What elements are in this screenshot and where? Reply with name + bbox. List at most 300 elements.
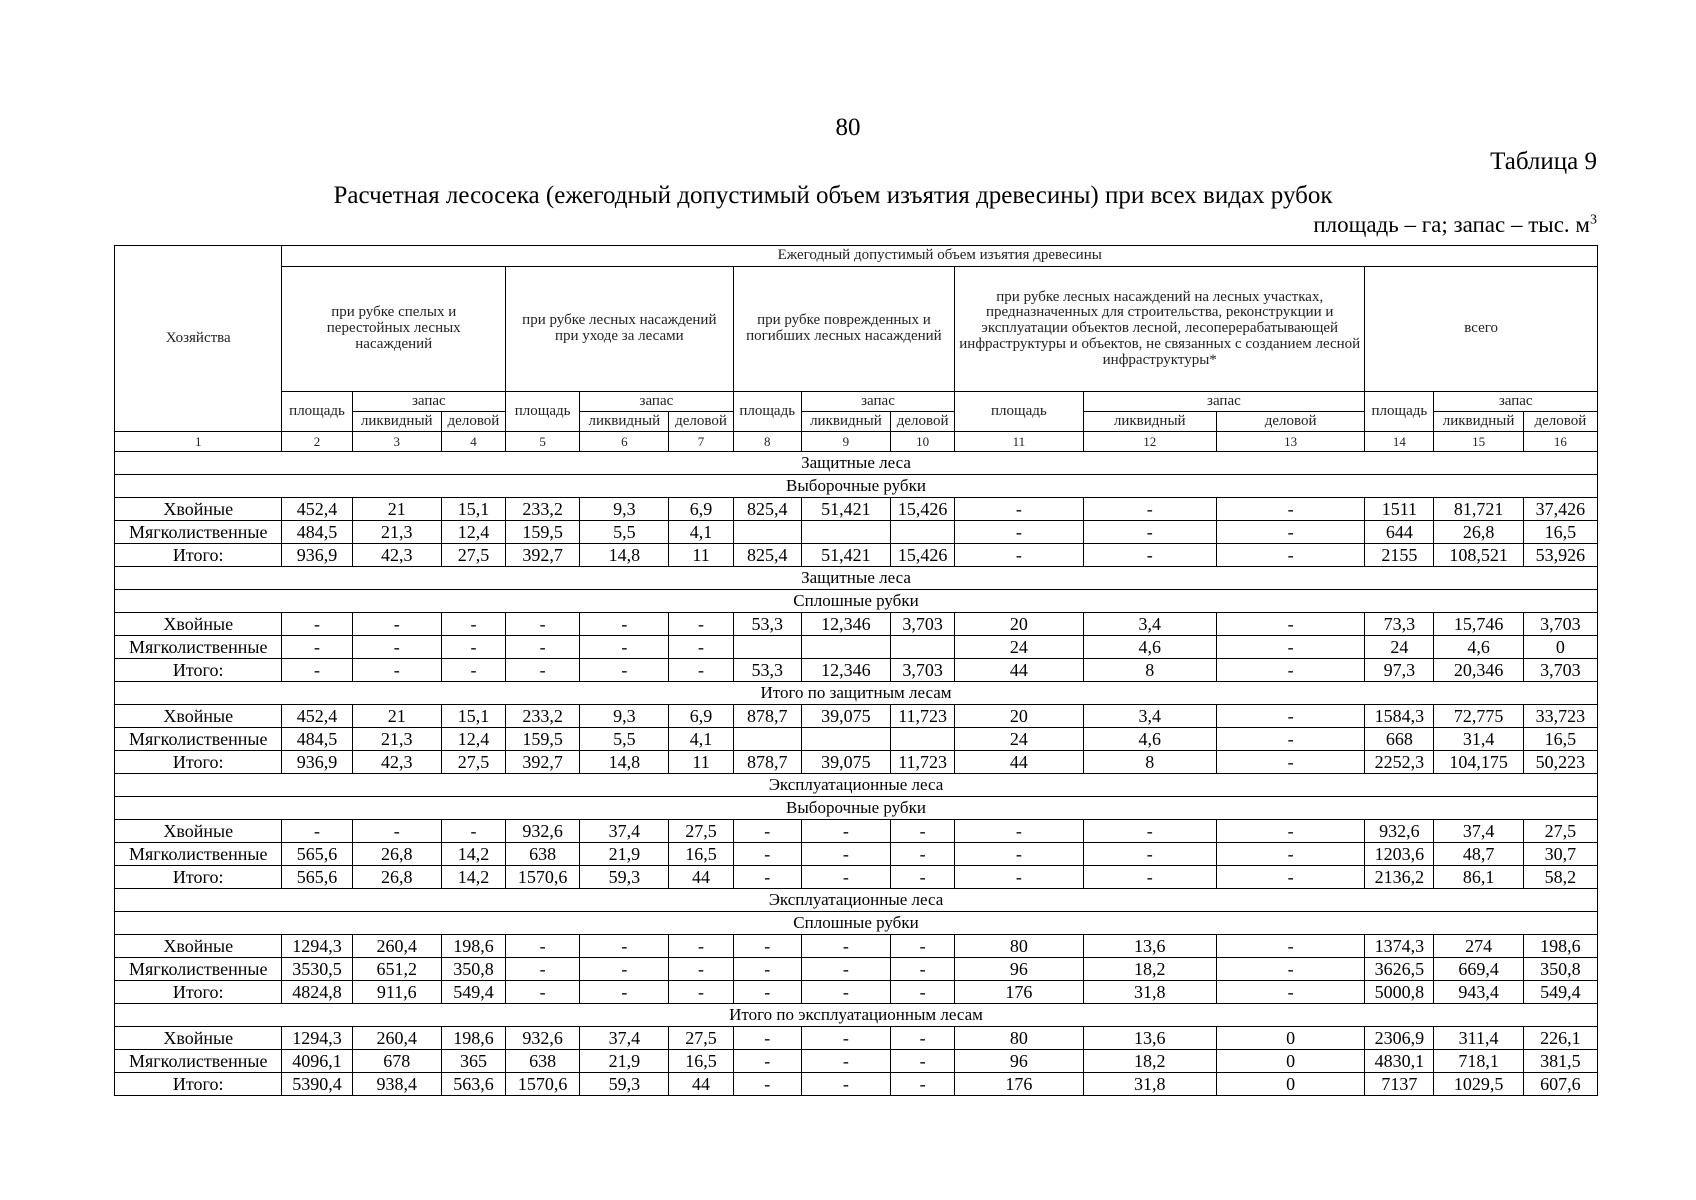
- table-cell: -: [669, 636, 733, 659]
- table-cell: 27,5: [669, 1027, 733, 1050]
- table-cell: 6,9: [669, 498, 733, 521]
- table-cell: -: [282, 820, 352, 843]
- table-cell: -: [506, 935, 580, 958]
- table-cell: 911,6: [352, 981, 441, 1004]
- table-cell: -: [1216, 659, 1364, 682]
- column-number: 1: [115, 432, 282, 452]
- header-liquid: ликвидный: [352, 412, 441, 432]
- table-cell: 1570,6: [506, 1073, 580, 1096]
- table-cell: -: [1216, 636, 1364, 659]
- row-label: Итого:: [115, 1073, 282, 1096]
- section-title: Сплошные рубки: [115, 912, 1598, 935]
- header-annual-volume: Ежегодный допустимый объем изъятия древесины: [282, 246, 1598, 267]
- table-cell: 37,4: [1434, 820, 1523, 843]
- table-cell: -: [891, 820, 955, 843]
- table-cell: -: [1083, 866, 1216, 889]
- table-cell: 3,703: [1523, 613, 1597, 636]
- header-group-care-felling: при рубке лесных насаждений при уходе за лесами: [506, 267, 734, 392]
- table-cell: 20: [955, 613, 1083, 636]
- table-cell: -: [441, 613, 505, 636]
- table-cell: 233,2: [506, 498, 580, 521]
- table-cell: 4,6: [1083, 636, 1216, 659]
- table-row: [115, 866, 1598, 889]
- table-cell: 39,075: [801, 705, 890, 728]
- table-cell: 932,6: [506, 820, 580, 843]
- section-title-row: [115, 567, 1598, 590]
- table-cell: 44: [669, 866, 733, 889]
- table-cell: -: [1216, 981, 1364, 1004]
- table-cell: 80: [955, 1027, 1083, 1050]
- table-cell: 176: [955, 981, 1083, 1004]
- header-liquid: ликвидный: [1083, 412, 1216, 432]
- header-area: площадь: [955, 392, 1083, 432]
- table-cell: -: [891, 981, 955, 1004]
- table-cell: 274: [1434, 935, 1523, 958]
- table-cell: -: [506, 958, 580, 981]
- table-cell: [891, 521, 955, 544]
- section-title: Выборочные рубки: [115, 475, 1598, 498]
- column-number: 9: [801, 432, 890, 452]
- row-label: Мягколиственные: [115, 728, 282, 751]
- table-cell: -: [955, 521, 1083, 544]
- table-cell: 11: [669, 544, 733, 567]
- table-cell: 26,8: [352, 843, 441, 866]
- table-cell: -: [352, 820, 441, 843]
- column-number: 7: [669, 432, 733, 452]
- table-cell: 2155: [1365, 544, 1434, 567]
- table-cell: [801, 728, 890, 751]
- table-cell: -: [580, 613, 669, 636]
- table-cell: 3,4: [1083, 705, 1216, 728]
- table-cell: 2252,3: [1365, 751, 1434, 774]
- table-cell: 42,3: [352, 751, 441, 774]
- table-cell: 3,4: [1083, 613, 1216, 636]
- table-cell: 5,5: [580, 521, 669, 544]
- table-cell: -: [506, 659, 580, 682]
- table-cell: 718,1: [1434, 1050, 1523, 1073]
- table-cell: 549,4: [1523, 981, 1597, 1004]
- table-row: [115, 958, 1598, 981]
- column-number: 8: [733, 432, 801, 452]
- header-farms: Хозяйства: [115, 246, 282, 432]
- table-cell: -: [801, 820, 890, 843]
- header-stock: запас: [1083, 392, 1365, 412]
- table-cell: 4,1: [669, 728, 733, 751]
- table-cell: -: [669, 981, 733, 1004]
- row-label: Хвойные: [115, 498, 282, 521]
- table-cell: -: [733, 1050, 801, 1073]
- table-cell: 878,7: [733, 751, 801, 774]
- table-cell: 365: [441, 1050, 505, 1073]
- table-cell: 198,6: [441, 935, 505, 958]
- table-cell: 26,8: [352, 866, 441, 889]
- table-label: Таблица 9: [1490, 148, 1597, 175]
- table-cell: 104,175: [1434, 751, 1523, 774]
- table-cell: 932,6: [506, 1027, 580, 1050]
- row-label: Хвойные: [115, 1027, 282, 1050]
- table-cell: 2306,9: [1365, 1027, 1434, 1050]
- table-cell: 9,3: [580, 498, 669, 521]
- table-cell: -: [1083, 544, 1216, 567]
- header-business: деловой: [441, 412, 505, 432]
- table-cell: 1511: [1365, 498, 1434, 521]
- table-cell: -: [580, 958, 669, 981]
- table-cell: 176: [955, 1073, 1083, 1096]
- row-label: Хвойные: [115, 705, 282, 728]
- table-cell: 59,3: [580, 866, 669, 889]
- table-cell: 3530,5: [282, 958, 352, 981]
- table-cell: -: [352, 613, 441, 636]
- header-business: деловой: [1523, 412, 1597, 432]
- table-cell: 51,421: [801, 544, 890, 567]
- table-cell: -: [733, 981, 801, 1004]
- table-cell: 81,721: [1434, 498, 1523, 521]
- table-cell: -: [801, 843, 890, 866]
- table-cell: 638: [506, 843, 580, 866]
- table-cell: 1203,6: [1365, 843, 1434, 866]
- table-cell: 16,5: [1523, 728, 1597, 751]
- table-cell: -: [733, 1027, 801, 1050]
- table-cell: 3,703: [891, 613, 955, 636]
- header-group-damaged-felling: при рубке поврежденных и погибших лесных насаждений: [733, 267, 955, 392]
- table-cell: 30,7: [1523, 843, 1597, 866]
- section-title: Итого по эксплуатационным лесам: [115, 1004, 1598, 1027]
- section-title-row: [115, 797, 1598, 820]
- table-cell: 932,6: [1365, 820, 1434, 843]
- table-cell: -: [955, 544, 1083, 567]
- table-cell: [891, 636, 955, 659]
- header-liquid: ликвидный: [580, 412, 669, 432]
- table-cell: 1584,3: [1365, 705, 1434, 728]
- table-cell: 1374,3: [1365, 935, 1434, 958]
- table-cell: [733, 728, 801, 751]
- table-cell: 198,6: [1523, 935, 1597, 958]
- page-number: 80: [835, 114, 861, 141]
- row-label: Итого:: [115, 544, 282, 567]
- table-cell: -: [441, 820, 505, 843]
- table-cell: 4824,8: [282, 981, 352, 1004]
- section-title-row: [115, 889, 1598, 912]
- table-cell: -: [1216, 866, 1364, 889]
- table-cell: 2136,2: [1365, 866, 1434, 889]
- table-cell: -: [801, 981, 890, 1004]
- table-cell: 392,7: [506, 751, 580, 774]
- column-number: 6: [580, 432, 669, 452]
- column-number: 13: [1216, 432, 1364, 452]
- section-title-row: [115, 912, 1598, 935]
- table-cell: 24: [955, 728, 1083, 751]
- table-cell: 8: [1083, 659, 1216, 682]
- table-cell: 350,8: [1523, 958, 1597, 981]
- table-cell: 452,4: [282, 705, 352, 728]
- section-title: Эксплуатационные леса: [115, 889, 1598, 912]
- row-label: Мягколиственные: [115, 843, 282, 866]
- section-title-row: [115, 774, 1598, 797]
- table-cell: 484,5: [282, 728, 352, 751]
- table-cell: -: [1216, 521, 1364, 544]
- section-title-row: [115, 682, 1598, 705]
- section-title-row: [115, 1004, 1598, 1027]
- table-cell: -: [733, 958, 801, 981]
- table-cell: -: [1216, 751, 1364, 774]
- table-cell: -: [282, 636, 352, 659]
- table-cell: 678: [352, 1050, 441, 1073]
- table-cell: 80: [955, 935, 1083, 958]
- table-cell: 31,8: [1083, 1073, 1216, 1096]
- table-cell: 878,7: [733, 705, 801, 728]
- table-cell: 53,3: [733, 613, 801, 636]
- table-cell: -: [580, 659, 669, 682]
- row-label: Мягколиственные: [115, 636, 282, 659]
- table-cell: 31,4: [1434, 728, 1523, 751]
- header-area: площадь: [282, 392, 352, 432]
- table-cell: 233,2: [506, 705, 580, 728]
- table-cell: -: [1216, 935, 1364, 958]
- column-number: 10: [891, 432, 955, 452]
- table-cell: -: [891, 1027, 955, 1050]
- table-row: [115, 659, 1598, 682]
- header-liquid: ликвидный: [801, 412, 890, 432]
- column-number: 15: [1434, 432, 1523, 452]
- table-cell: 14,2: [441, 866, 505, 889]
- table-cell: 4,6: [1083, 728, 1216, 751]
- table-cell: 24: [1365, 636, 1434, 659]
- table-cell: 37,426: [1523, 498, 1597, 521]
- table-cell: 21,3: [352, 728, 441, 751]
- table-cell: -: [891, 843, 955, 866]
- table-cell: -: [891, 866, 955, 889]
- table-cell: 21,3: [352, 521, 441, 544]
- table-cell: 11: [669, 751, 733, 774]
- row-label: Итого:: [115, 659, 282, 682]
- table-cell: 96: [955, 1050, 1083, 1073]
- table-cell: 58,2: [1523, 866, 1597, 889]
- table-title: Расчетная лесосека (ежегодный допустимый объем изъятия древесины) при всех видах рубок: [333, 182, 1333, 209]
- header-area: площадь: [1365, 392, 1434, 432]
- table-row: [115, 981, 1598, 1004]
- table-cell: 15,1: [441, 705, 505, 728]
- column-number: 3: [352, 432, 441, 452]
- table-cell: -: [506, 636, 580, 659]
- table-cell: -: [580, 981, 669, 1004]
- table-cell: 42,3: [352, 544, 441, 567]
- table-cell: 33,723: [1523, 705, 1597, 728]
- column-number: 16: [1523, 432, 1597, 452]
- table-cell: -: [282, 659, 352, 682]
- units-superscript: 3: [1590, 212, 1597, 228]
- table-cell: -: [669, 659, 733, 682]
- table-row: [115, 705, 1598, 728]
- table-cell: 565,6: [282, 843, 352, 866]
- header-stock: запас: [352, 392, 505, 412]
- table-row: [115, 1073, 1598, 1096]
- row-label: Итого:: [115, 981, 282, 1004]
- table-cell: 0: [1216, 1027, 1364, 1050]
- table-cell: 638: [506, 1050, 580, 1073]
- table-cell: 938,4: [352, 1073, 441, 1096]
- table-row: [115, 751, 1598, 774]
- table-cell: 72,775: [1434, 705, 1523, 728]
- table-cell: 311,4: [1434, 1027, 1523, 1050]
- header-liquid: ликвидный: [1434, 412, 1523, 432]
- table-cell: 0: [1216, 1050, 1364, 1073]
- table-cell: [891, 728, 955, 751]
- table-cell: 21: [352, 705, 441, 728]
- table-cell: 4830,1: [1365, 1050, 1434, 1073]
- table-cell: 484,5: [282, 521, 352, 544]
- table-cell: -: [1083, 498, 1216, 521]
- row-label: Мягколиственные: [115, 958, 282, 981]
- header-group-mature-felling: при рубке спелых и перестойных лесных насаждений: [282, 267, 506, 392]
- table-cell: 943,4: [1434, 981, 1523, 1004]
- header-area: площадь: [506, 392, 580, 432]
- table-cell: 11,723: [891, 705, 955, 728]
- table-cell: 27,5: [669, 820, 733, 843]
- table-cell: 226,1: [1523, 1027, 1597, 1050]
- table-cell: 51,421: [801, 498, 890, 521]
- table-cell: 1029,5: [1434, 1073, 1523, 1096]
- table-cell: 12,4: [441, 728, 505, 751]
- table-cell: -: [1216, 705, 1364, 728]
- table-cell: -: [733, 1073, 801, 1096]
- table-row: [115, 613, 1598, 636]
- table-cell: 452,4: [282, 498, 352, 521]
- table-cell: 26,8: [1434, 521, 1523, 544]
- table-row: [115, 820, 1598, 843]
- table-cell: 651,2: [352, 958, 441, 981]
- column-number: 11: [955, 432, 1083, 452]
- table-cell: 198,6: [441, 1027, 505, 1050]
- table-cell: -: [669, 958, 733, 981]
- header-group-total: всего: [1365, 267, 1598, 392]
- table-cell: -: [1216, 613, 1364, 636]
- table-cell: 3,703: [1523, 659, 1597, 682]
- table-cell: [733, 521, 801, 544]
- table-cell: 5390,4: [282, 1073, 352, 1096]
- table-cell: 1570,6: [506, 866, 580, 889]
- table-cell: 21,9: [580, 1050, 669, 1073]
- table-cell: 14,8: [580, 544, 669, 567]
- table-cell: 21,9: [580, 843, 669, 866]
- table-cell: 97,3: [1365, 659, 1434, 682]
- table-cell: -: [669, 935, 733, 958]
- table-cell: 11,723: [891, 751, 955, 774]
- section-title-row: [115, 590, 1598, 613]
- table-cell: 12,346: [801, 659, 890, 682]
- table-cell: -: [441, 636, 505, 659]
- table-cell: 549,4: [441, 981, 505, 1004]
- table-cell: -: [282, 613, 352, 636]
- table-cell: 1294,3: [282, 1027, 352, 1050]
- table-cell: 44: [669, 1073, 733, 1096]
- table-cell: 5000,8: [1365, 981, 1434, 1004]
- table-cell: -: [891, 1050, 955, 1073]
- table-cell: 20: [955, 705, 1083, 728]
- table-cell: -: [1216, 728, 1364, 751]
- section-title: Выборочные рубки: [115, 797, 1598, 820]
- table-cell: 108,521: [1434, 544, 1523, 567]
- table-cell: 7137: [1365, 1073, 1434, 1096]
- table-row: [115, 498, 1598, 521]
- table-row: [115, 728, 1598, 751]
- table-cell: 825,4: [733, 498, 801, 521]
- table-cell: 8: [1083, 751, 1216, 774]
- table-cell: 159,5: [506, 728, 580, 751]
- table-row: [115, 521, 1598, 544]
- table-cell: 5,5: [580, 728, 669, 751]
- table-cell: 16,5: [669, 843, 733, 866]
- table-cell: 1294,3: [282, 935, 352, 958]
- table-cell: 96: [955, 958, 1083, 981]
- table-cell: 159,5: [506, 521, 580, 544]
- section-title: Защитные леса: [115, 452, 1598, 475]
- table-cell: 86,1: [1434, 866, 1523, 889]
- table-cell: -: [1083, 843, 1216, 866]
- table-cell: 15,746: [1434, 613, 1523, 636]
- table-cell: -: [801, 866, 890, 889]
- column-number: 2: [282, 432, 352, 452]
- table-cell: 21: [352, 498, 441, 521]
- table-cell: 37,4: [580, 820, 669, 843]
- row-label: Хвойные: [115, 820, 282, 843]
- table-cell: 14,2: [441, 843, 505, 866]
- header-business: деловой: [669, 412, 733, 432]
- table-cell: 0: [1216, 1073, 1364, 1096]
- column-number: 12: [1083, 432, 1216, 452]
- column-number: 5: [506, 432, 580, 452]
- table-cell: 18,2: [1083, 958, 1216, 981]
- table-cell: -: [801, 958, 890, 981]
- table-cell: [801, 636, 890, 659]
- table-cell: 73,3: [1365, 613, 1434, 636]
- table-cell: 20,346: [1434, 659, 1523, 682]
- table-cell: 4096,1: [282, 1050, 352, 1073]
- table-cell: 0: [1523, 636, 1597, 659]
- table-cell: 936,9: [282, 751, 352, 774]
- table-cell: [801, 521, 890, 544]
- table-cell: -: [580, 935, 669, 958]
- table-cell: -: [506, 981, 580, 1004]
- header-stock: запас: [801, 392, 954, 412]
- table-cell: 27,5: [1523, 820, 1597, 843]
- column-number: 14: [1365, 432, 1434, 452]
- table-cell: 59,3: [580, 1073, 669, 1096]
- table-cell: 3,703: [891, 659, 955, 682]
- table-cell: 15,1: [441, 498, 505, 521]
- table-cell: 44: [955, 659, 1083, 682]
- section-title-row: [115, 475, 1598, 498]
- table-cell: 4,6: [1434, 636, 1523, 659]
- table-cell: 12,346: [801, 613, 890, 636]
- table-row: [115, 843, 1598, 866]
- table-cell: 13,6: [1083, 1027, 1216, 1050]
- row-label: Мягколиственные: [115, 1050, 282, 1073]
- table-row: [115, 1050, 1598, 1073]
- table-cell: -: [1216, 843, 1364, 866]
- table-cell: 668: [1365, 728, 1434, 751]
- table-cell: -: [441, 659, 505, 682]
- table-cell: 27,5: [441, 544, 505, 567]
- table-cell: -: [801, 935, 890, 958]
- table-cell: -: [733, 866, 801, 889]
- table-cell: -: [352, 659, 441, 682]
- table-cell: -: [955, 820, 1083, 843]
- table-cell: 607,6: [1523, 1073, 1597, 1096]
- header-stock: запас: [1434, 392, 1598, 412]
- table-cell: 16,5: [669, 1050, 733, 1073]
- table-cell: [733, 636, 801, 659]
- table-cell: 381,5: [1523, 1050, 1597, 1073]
